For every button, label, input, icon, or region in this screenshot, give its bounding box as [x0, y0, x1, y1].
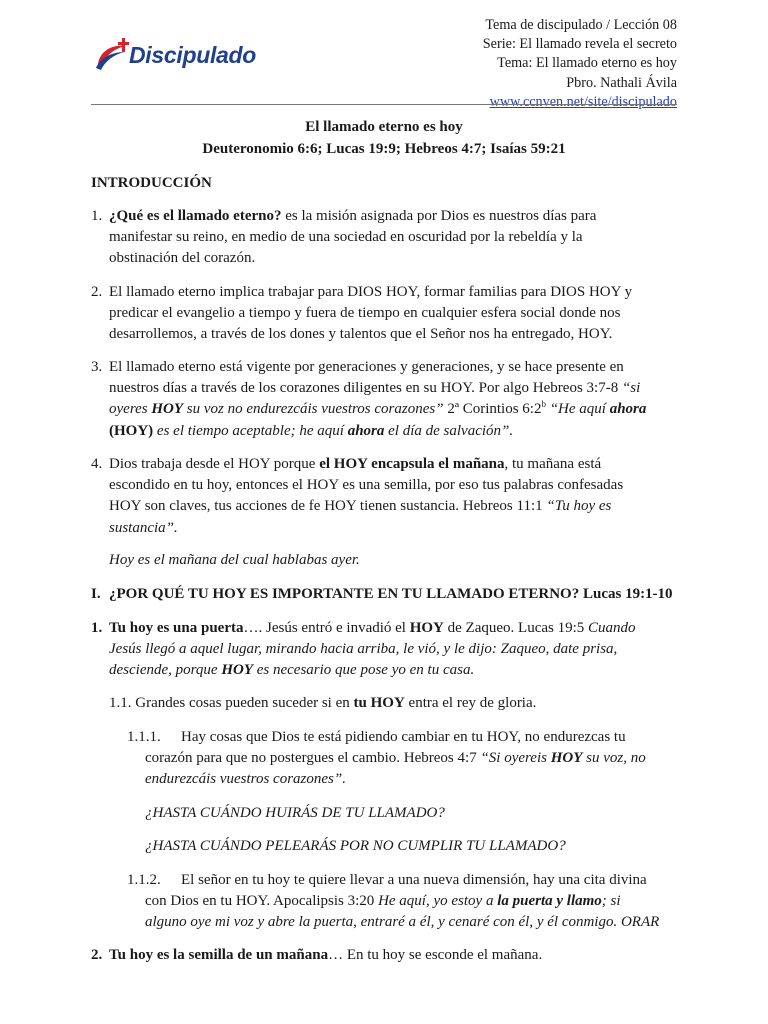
intro-item-1-number: 1. [91, 208, 103, 224]
section-1-number: I. [91, 586, 101, 602]
title-references: Deuteronomio 6:6; Lucas 19:9; Hebreos 4:7; Isaías 59:21 [202, 141, 566, 157]
header-series: Serie: El llamado revela el secreto [482, 36, 677, 53]
question-flee-calling: ¿HASTA CUÁNDO HUIRÁS DE TU LLAMADO? [145, 805, 445, 821]
section-1-point-2-number: 2. [91, 947, 103, 963]
intro-closing: Hoy es el mañana del cual hablabas ayer. [109, 552, 360, 568]
intro-item-1: ¿Qué es el llamado eterno? es la misión asignada por Dios es nuestros días para manifestar su reino, en medio de una sociedad en oscuridad por la rebeldía y la obstinación del corazón. [109, 208, 597, 267]
header-lesson: Tema de discipulado / Lección 08 [485, 17, 677, 33]
intro-item-2: El llamado eterno implica trabajar para DIOS HOY, formar familias para DIOS HOY y predicar el evangelio a tiempo y fuera de tiempo en cualquier esfera social donde nos desarrollemos, a través de los dones y talentos que el Señor nos ha entregado, HOY. [109, 284, 633, 343]
intro-item-3: El llamado eterno está vigente por generaciones y generaciones, y se hace presente en nuestros días a través de los corazones diligentes en su HOY. Por algo Hebreos 3:7-8 “si oyeres HOY su voz no endurezcáis vuestros corazones” 2ª Corintios 6:2$^b$ “He aquí ahora (HOY) es el tiempo aceptable; he aquí ahora el día de salvación”. [109, 359, 647, 439]
header-author: Pbro. Nathali Ávila [566, 74, 677, 91]
intro-item-3-number: 3. [91, 359, 103, 375]
logo-wordmark: Discipulado [129, 42, 257, 68]
header-topic: Tema: El llamado eterno es hoy [497, 55, 677, 72]
title-main: El llamado eterno es hoy [305, 119, 463, 135]
section-1-point-1-1-1-number: 1.1.1. [127, 729, 161, 745]
intro-item-4-number: 4. [91, 456, 103, 472]
header-website-link[interactable]: www.ccnven.net/site/discipulado [489, 93, 677, 110]
section-1-point-1: Tu hoy es una puerta…. Jesús entró e invadió el HOY de Zaqueo. Lucas 19:5 Cuando Jesús llegó a aquel lugar, mirando hacia arriba, le vió, y le dijo: Zaqueo, date prisa, desciende, porque HOY es necesario que pose yo en tu casa. [109, 620, 636, 679]
intro-heading: INTRODUCCIÓN [91, 175, 212, 191]
section-1-point-1-1: 1.1. Grandes cosas pueden suceder si en tu HOY entra el rey de gloria. [109, 695, 537, 711]
lesson-header [483, 16, 677, 112]
intro-item-4: Dios trabaja desde el HOY porque el HOY encapsula el mañana, tu mañana está escondido en tu hoy, entonces el HOY es una semilla, por eso tus palabras confesadas HOY son claves, tus acciones de fe HOY tienen sustancia. Hebreos 11:1 “Tu hoy es sustancia”. [109, 456, 624, 536]
section-1-point-1-number: 1. [91, 620, 103, 636]
question-fight-calling: ¿HASTA CUÁNDO PELEARÁS POR NO CUMPLIR TU LLAMADO? [145, 838, 566, 854]
section-1-point-1-1-2: El señor en tu hoy te quiere llevar a una nueva dimensión, hay una cita divina con Dios en tu HOY. Apocalipsis 3:20 He aquí, yo estoy a la puerta y llamo; si alguno oye mi voz y abre la puerta, entraré a él, y cenaré con él, y él conmigo. ORAR [145, 872, 660, 931]
header-divider [91, 104, 677, 105]
section-1-point-1-1-2-number: 1.1.2. [127, 872, 161, 888]
section-1-point-2: Tu hoy es la semilla de un mañana… En tu hoy se esconde el mañana. [109, 947, 543, 963]
intro-item-1-question: ¿Qué es el llamado eterno? [109, 208, 282, 224]
logo-swoosh-icon [92, 38, 132, 78]
document-title [0, 117, 768, 159]
discipulado-logo [92, 38, 272, 78]
section-1-point-1-1-1: Hay cosas que Dios te está pidiendo cambiar en tu HOY, no endurezcas tu corazón para que no postergues el cambio. Hebreos 4:7 “Si oyereis HOY su voz, no endurezcáis vuestros corazones”. [145, 729, 646, 788]
intro-item-2-number: 2. [91, 284, 103, 300]
section-1-heading: ¿POR QUÉ TU HOY ES IMPORTANTE EN TU LLAMADO ETERNO? Lucas 19:1-10 [109, 586, 673, 602]
